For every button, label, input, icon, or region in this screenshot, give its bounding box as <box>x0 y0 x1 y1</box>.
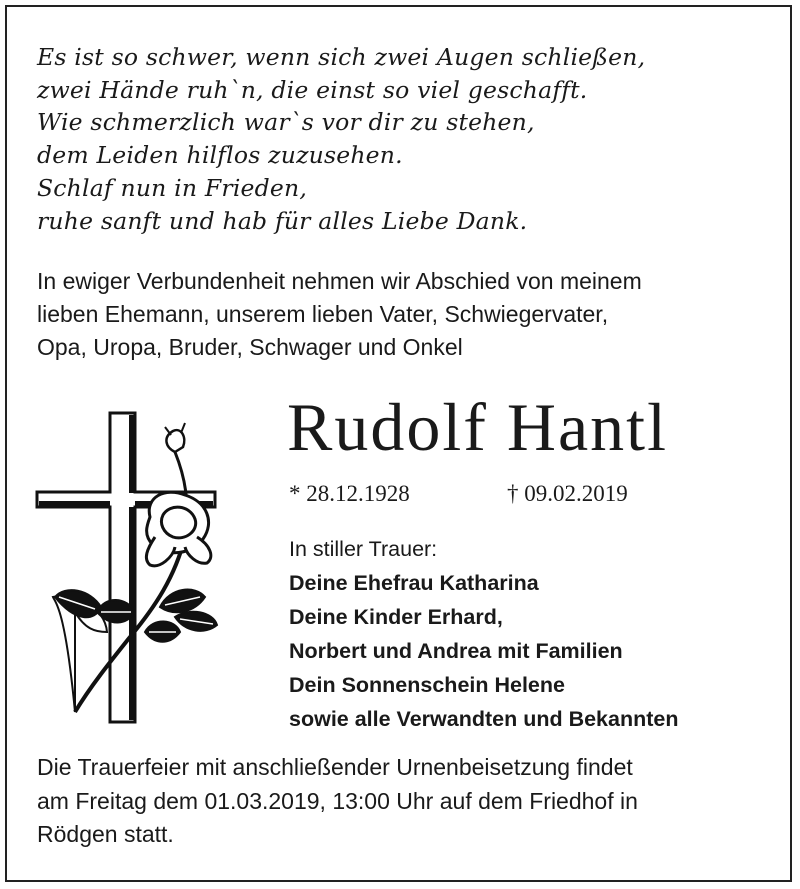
mourners-block <box>289 532 789 736</box>
poem-line: Es ist so schwer, wenn sich zwei Augen schließen, <box>37 43 646 71</box>
poem-line: Schlaf nun in Frieden, <box>37 173 308 202</box>
intro-line: lieben Ehemann, unserem lieben Vater, Schwiegervater, <box>37 301 609 327</box>
birth-date: * 28.12.1928 <box>289 481 410 506</box>
ceremony-line: Rödgen statt. <box>37 821 174 847</box>
ceremony-line: am Freitag dem 01.03.2019, 13:00 Uhr auf dem Friedhof in <box>37 787 638 814</box>
intro-line: Opa, Uropa, Bruder, Schwager und Onkel <box>37 334 463 360</box>
farewell-intro <box>37 265 782 364</box>
mourner-line: Deine Kinder Erhard, <box>289 605 503 629</box>
poem-line: Wie schmerzlich war`s vor dir zu stehen, <box>37 108 535 137</box>
intro-line: In ewiger Verbundenheit nehmen wir Abschied von meinem <box>37 268 642 294</box>
cross-with-rose-icon <box>35 407 225 727</box>
ceremony-info <box>37 751 787 852</box>
poem-line: zwei Hände ruh`n, die einst so viel geschafft. <box>37 75 588 104</box>
poem-line: dem Leiden hilflos zuzusehen. <box>37 141 403 170</box>
mourners-heading: In stiller Trauer: <box>289 537 438 561</box>
mourner-line: Norbert und Andrea mit Familien <box>289 639 623 663</box>
poem-line: ruhe sanft und hab für alles Liebe Dank. <box>37 206 528 235</box>
poem <box>37 41 777 237</box>
obituary-notice <box>5 5 792 882</box>
mourner-line: Deine Ehefrau Katharina <box>289 571 539 595</box>
mourner-line: sowie alle Verwandten und Bekannten <box>289 707 679 731</box>
deceased-name: Rudolf Hantl <box>287 389 668 465</box>
mourner-line: Dein Sonnenschein Helene <box>289 673 565 697</box>
ceremony-line: Die Trauerfeier mit anschließender Urnenbeisetzung findet <box>37 754 633 780</box>
death-date: † 09.02.2019 <box>507 481 628 506</box>
